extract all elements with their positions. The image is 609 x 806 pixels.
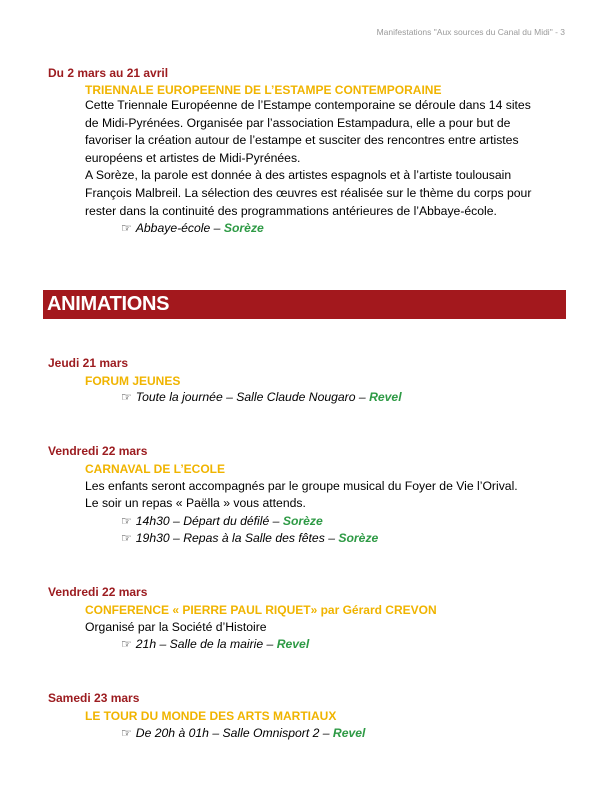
location-text: Toute la journée – Salle Claude Nougaro – bbox=[135, 390, 370, 404]
event-location bbox=[121, 514, 323, 528]
event-date: Vendredi 22 mars bbox=[48, 585, 148, 599]
event-date: Vendredi 22 mars bbox=[48, 444, 148, 458]
event-title: CARNAVAL DE L’ECOLE bbox=[85, 462, 226, 476]
location-city: Sorèze bbox=[282, 514, 323, 528]
section-banner bbox=[43, 290, 566, 319]
location-text: De 20h à 01h – Salle Omnisport 2 – bbox=[135, 726, 333, 740]
description-line: A Sorèze, la parole est donnée à des artistes espagnols et à l’artiste toulousain bbox=[85, 168, 512, 183]
location-city: Revel bbox=[332, 726, 366, 740]
event-location bbox=[121, 221, 264, 235]
description-line: Organisé par la Société d’Histoire bbox=[85, 620, 267, 634]
description-line: Les enfants seront accompagnés par le groupe musical du Foyer de Vie l’Orival. bbox=[85, 479, 518, 493]
location-city: Sorèze bbox=[223, 221, 264, 235]
event-title: LE TOUR DU MONDE DES ARTS MARTIAUX bbox=[85, 709, 337, 723]
location-text: 21h – Salle de la mairie – bbox=[135, 637, 277, 651]
location-city: Sorèze bbox=[338, 531, 379, 545]
hand-pointer-icon: ☞ bbox=[121, 221, 132, 235]
location-city: Revel bbox=[276, 637, 310, 651]
description-line: Cette Triennale Européenne de l’Estampe contemporaine se déroule dans 14 sites bbox=[85, 98, 531, 112]
hand-pointer-icon: ☞ bbox=[121, 390, 132, 404]
event-title: TRIENNALE EUROPEENNE DE L’ESTAMPE CONTEMPORAINE bbox=[85, 83, 442, 97]
description-line: François Malbreil. La sélection des œuvres est réalisée sur le thème du corps pour bbox=[85, 185, 532, 200]
event-date: Du 2 mars au 21 avril bbox=[48, 66, 169, 80]
event-description bbox=[85, 97, 565, 220]
event-date: Samedi 23 mars bbox=[48, 691, 140, 705]
event-location bbox=[121, 531, 378, 545]
event-location bbox=[121, 637, 309, 651]
description-line: rester dans la continuité des programmations antérieures de l’Abbaye-école. bbox=[85, 203, 497, 218]
description-line: européens et artistes de Midi-Pyrénées. bbox=[85, 150, 301, 165]
event-title: CONFERENCE « PIERRE PAUL RIQUET» par Gérard CREVON bbox=[85, 603, 437, 617]
description-line: Le soir un repas « Paëlla » vous attends. bbox=[85, 496, 306, 510]
page-header: Manifestations "Aux sources du Canal du Midi" - 3 bbox=[376, 27, 565, 37]
description-line: de Midi-Pyrénées. Organisée par l’association Estampadura, elle a pour but de bbox=[85, 115, 511, 130]
event-location bbox=[121, 390, 402, 404]
location-text: Abbaye-école – bbox=[135, 221, 224, 235]
hand-pointer-icon: ☞ bbox=[121, 514, 132, 528]
hand-pointer-icon: ☞ bbox=[121, 531, 132, 545]
location-city: Revel bbox=[369, 390, 402, 404]
event-location bbox=[121, 726, 365, 740]
event-title: FORUM JEUNES bbox=[85, 374, 181, 388]
hand-pointer-icon: ☞ bbox=[121, 726, 132, 740]
section-title: ANIMATIONS bbox=[47, 293, 170, 315]
event-date: Jeudi 21 mars bbox=[48, 356, 129, 370]
hand-pointer-icon: ☞ bbox=[121, 637, 132, 651]
description-line: favoriser la création autour de l’estampe et susciter des rencontres entre artistes bbox=[85, 133, 519, 148]
location-text: 14h30 – Départ du défilé – bbox=[135, 514, 283, 528]
location-text: 19h30 – Repas à la Salle des fêtes – bbox=[135, 531, 339, 545]
